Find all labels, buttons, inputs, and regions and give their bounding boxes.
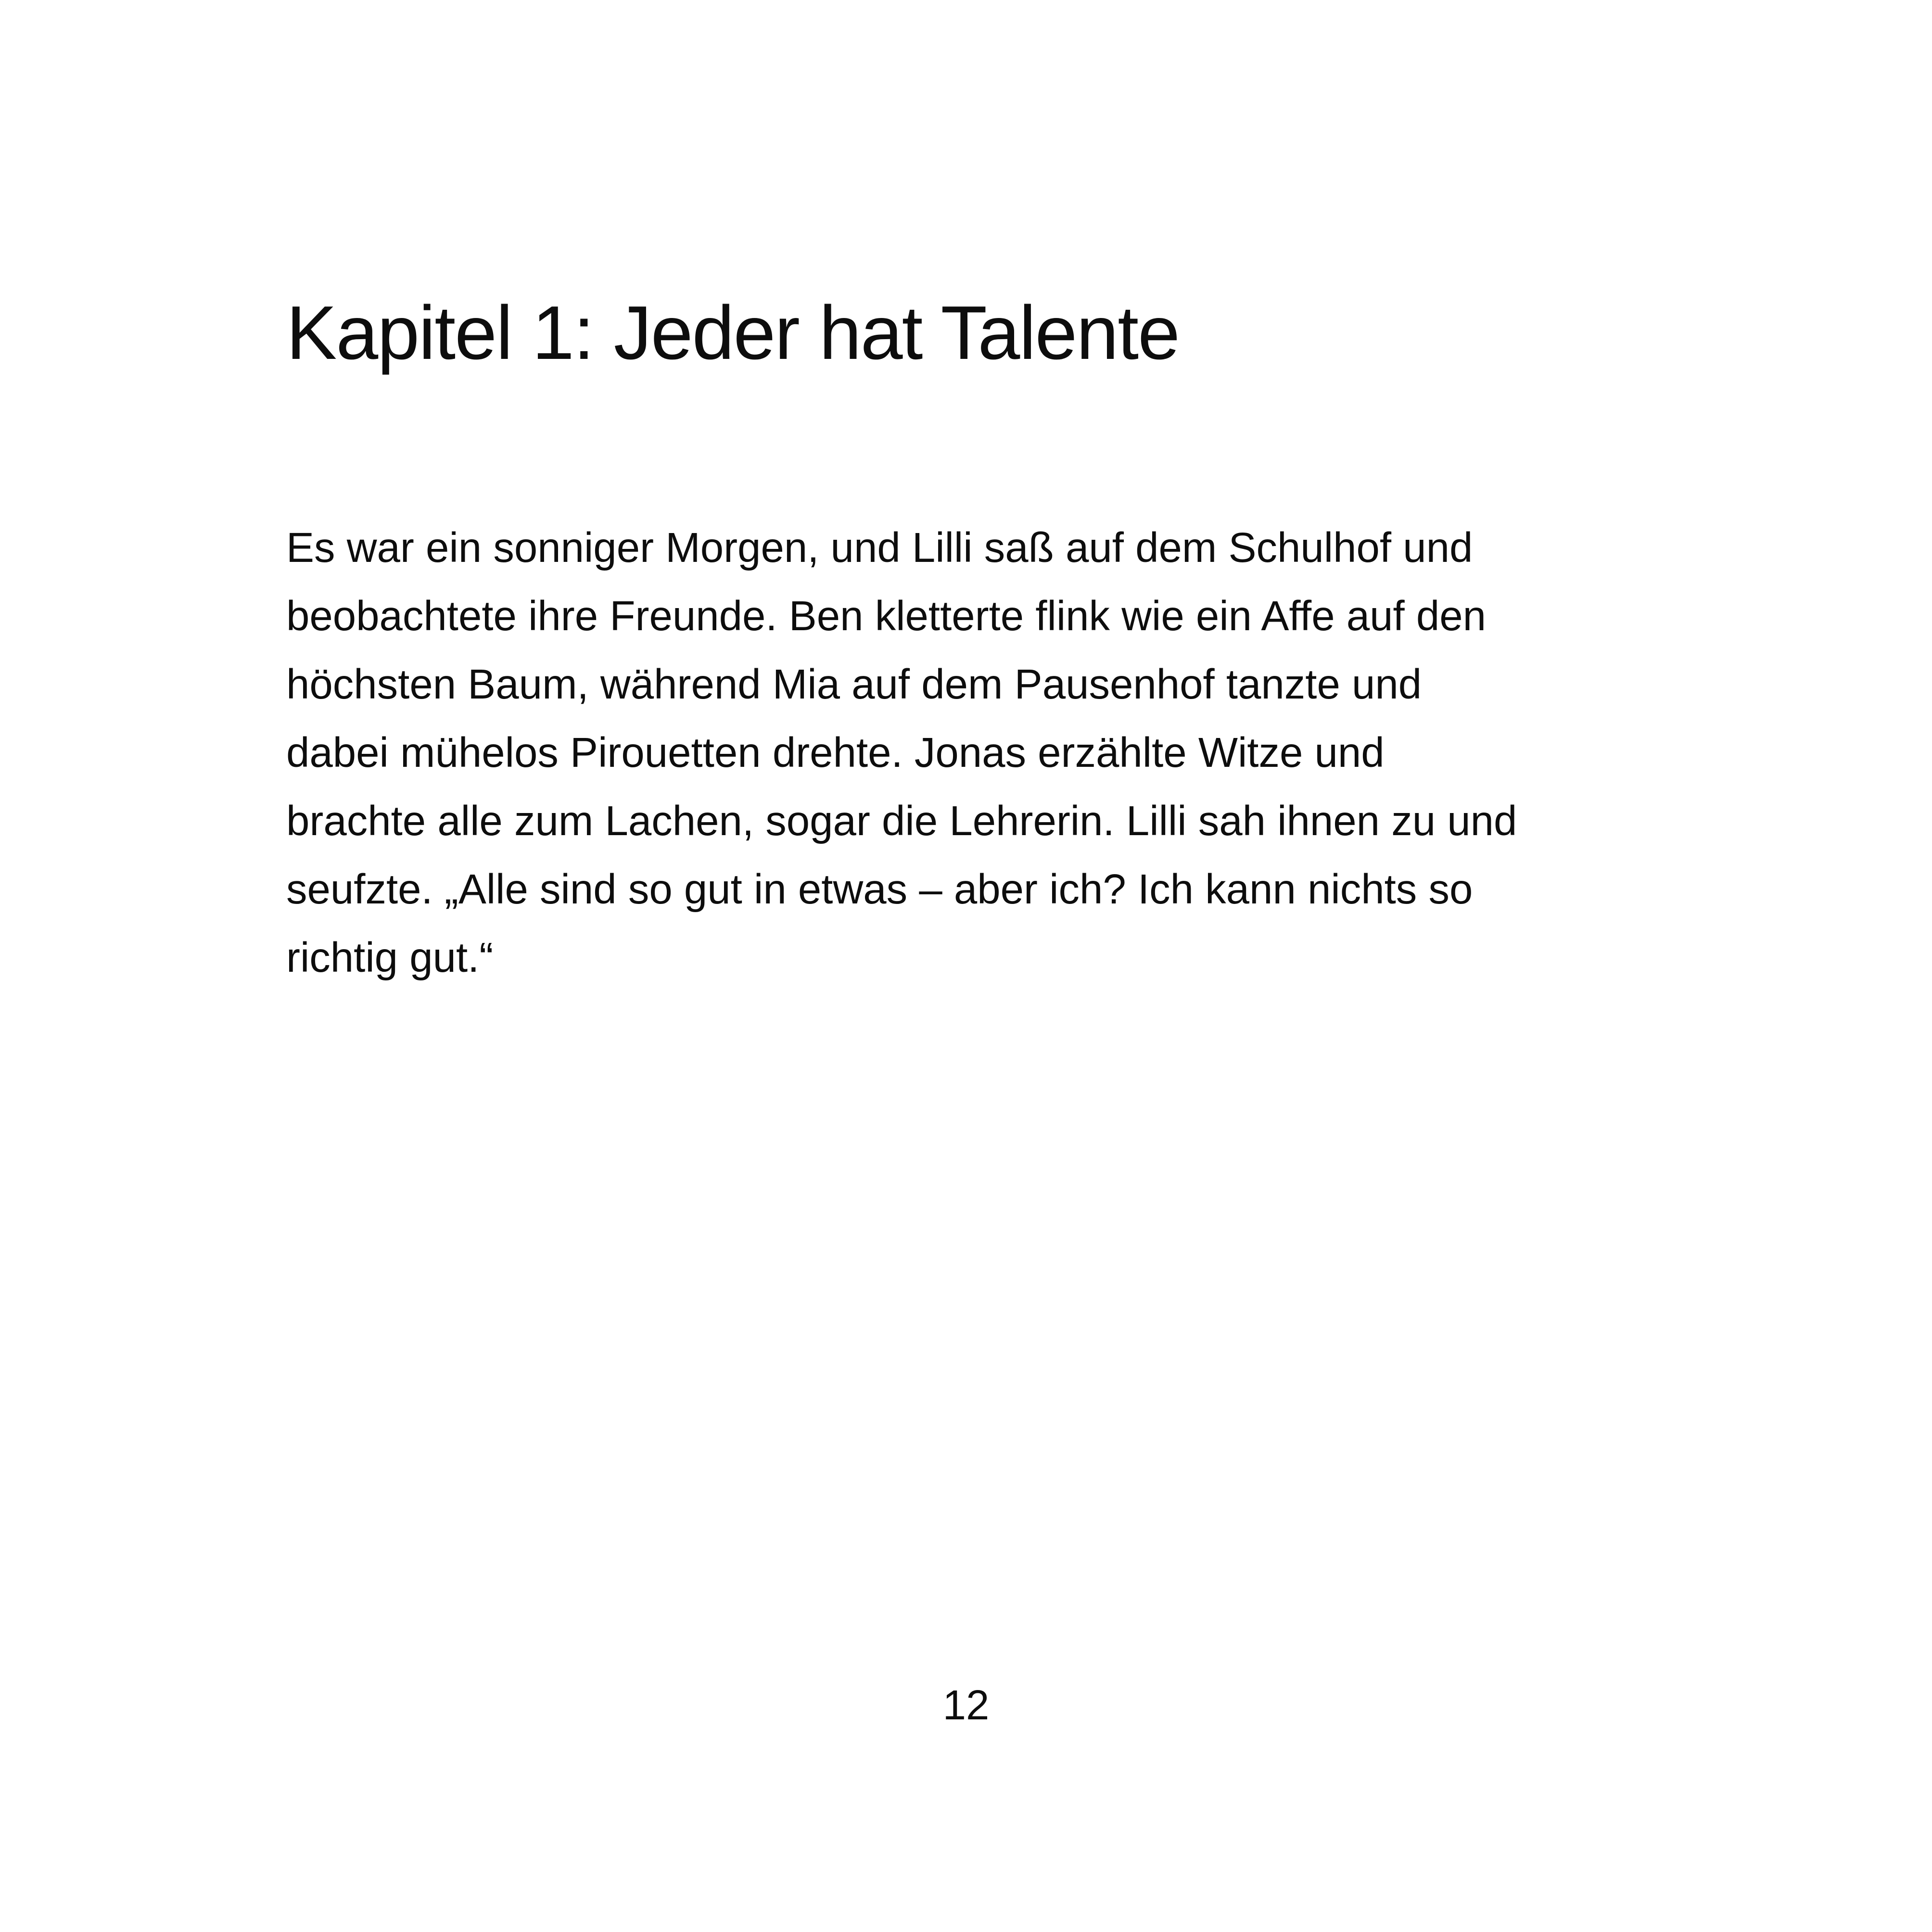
paragraph-line: richtig gut.“ [286, 934, 494, 981]
paragraph-line: höchsten Baum, während Mia auf dem Pausenhof tanzte und [286, 661, 1422, 708]
page-number: 12 [942, 1682, 990, 1729]
paragraph-line: dabei mühelos Pirouetten drehte. Jonas erzählte Witze und [286, 729, 1385, 776]
story-paragraph [286, 514, 1517, 992]
paragraph-line: brachte alle zum Lachen, sogar die Lehrerin. Lilli sah ihnen zu und [286, 798, 1517, 844]
chapter-title: Kapitel 1: Jeder hat Talente [286, 291, 1179, 375]
paragraph-line: beobachtete ihre Freunde. Ben kletterte flink wie ein Affe auf den [286, 593, 1487, 639]
paragraph-line: seufzte. „Alle sind so gut in etwas – aber ich? Ich kann nichts so [286, 866, 1473, 913]
paragraph-line: Es war ein sonniger Morgen, und Lilli saß auf dem Schulhof und [286, 524, 1473, 571]
